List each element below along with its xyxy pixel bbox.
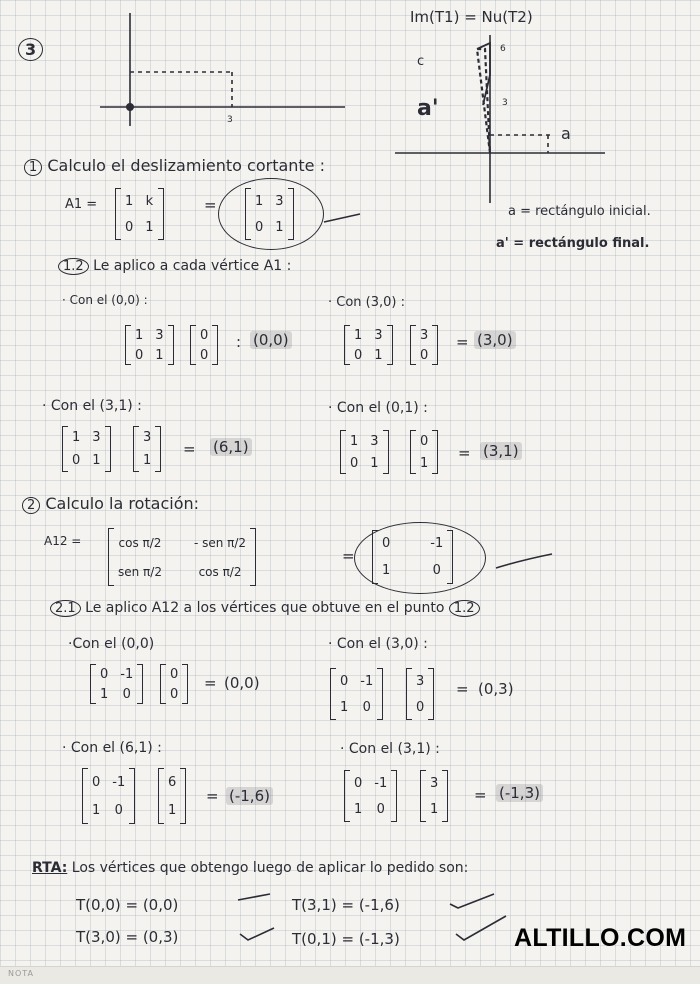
rotation-case-label: ·Con el (0,0) xyxy=(68,636,155,652)
answer-line: T(3,0) = (0,3) xyxy=(76,928,179,946)
rotation-case-label: · Con el (3,1) : xyxy=(340,741,440,757)
shear-case-result: (6,1) xyxy=(210,438,252,456)
rotation-case-eq: = xyxy=(204,674,217,692)
step2-heading: 2 Calculo la rotación: xyxy=(22,494,199,514)
problem-number: 3 xyxy=(18,38,43,61)
rotation-case-eq: = xyxy=(474,786,487,804)
shear-case-label: · Con el (3,1) : xyxy=(42,398,142,414)
shear-case-label: · Con el (0,1) : xyxy=(328,400,428,416)
equals-sign: = xyxy=(342,547,355,565)
shear-matrix-result: 1 3 0 1 xyxy=(245,188,294,240)
shear-case-label: · Con el (0,0) : xyxy=(62,293,148,307)
rotation-case-vector: 6 1 xyxy=(158,768,186,824)
shear-case-matrix: 1 3 0 1 xyxy=(344,325,393,365)
tick-6: 6 xyxy=(500,44,506,54)
equals-sign: = xyxy=(204,196,217,214)
rotation-case-label: · Con el (6,1) : xyxy=(62,740,162,756)
shear-matrix-label: A1 = xyxy=(65,197,98,212)
answer-line: T(0,1) = (-1,3) xyxy=(292,930,400,948)
legend-initial: a = rectángulo inicial. xyxy=(508,204,651,219)
label-a-prime: a' xyxy=(417,96,439,121)
shear-case-eq: = xyxy=(456,333,469,351)
shear-matrix-general: 1 k 0 1 xyxy=(115,188,164,240)
rotation-case-vector: 0 0 xyxy=(160,664,188,704)
page-footer: NOTA xyxy=(0,966,700,984)
legend-final: a' = rectángulo final. xyxy=(496,236,650,251)
rotation-case-result: (0,3) xyxy=(478,680,514,698)
step21-heading: 2.1 Le aplico A12 a los vértices que obtuve en el punto 1.2 xyxy=(50,600,480,617)
step1-heading: 1 Calculo el deslizamiento cortante : xyxy=(24,156,325,176)
shear-case-result: (3,1) xyxy=(480,442,522,460)
shear-case-matrix: 1 3 0 1 xyxy=(340,430,389,474)
check-mark xyxy=(452,912,508,944)
check-mark xyxy=(494,548,554,572)
rotation-case-matrix: 0 -1 1 0 xyxy=(330,668,383,720)
check-mark xyxy=(446,890,496,912)
shear-case-matrix: 1 3 0 1 xyxy=(62,426,111,472)
shear-case-vector: 0 0 xyxy=(190,325,218,365)
rotation-matrix-label: A12 = xyxy=(44,534,82,548)
shear-case-result: (0,0) xyxy=(250,331,292,349)
rotation-case-result: (0,0) xyxy=(224,674,260,692)
rotation-matrix-result: 0 -1 1 0 xyxy=(372,530,453,584)
shear-case-eq: : xyxy=(236,333,242,351)
initial-rectangle-graph xyxy=(95,8,350,128)
step12-heading: 1.2 Le aplico a cada vértice A1 : xyxy=(58,258,291,275)
left-graph-tick-3: 3 xyxy=(227,115,233,125)
answer-line: T(3,1) = (-1,6) xyxy=(292,896,400,914)
answer-heading: RTA: Los vértices que obtengo luego de aplicar lo pedido son: xyxy=(32,860,469,876)
shear-case-eq: = xyxy=(458,444,471,462)
rotation-case-label: · Con el (3,0) : xyxy=(328,636,428,652)
rotation-case-matrix: 0 -1 1 0 xyxy=(344,770,397,822)
shear-case-eq: = xyxy=(183,440,196,458)
watermark: ALTILLO.COM xyxy=(514,924,687,952)
answer-line: T(0,0) = (0,0) xyxy=(76,896,179,914)
rotation-case-vector: 3 0 xyxy=(406,668,434,720)
rotation-case-vector: 3 1 xyxy=(420,770,448,822)
rotation-case-eq: = xyxy=(206,787,219,805)
shear-case-vector: 3 1 xyxy=(133,426,161,472)
label-a: a xyxy=(561,124,571,143)
shear-case-label: · Con (3,0) : xyxy=(328,295,405,310)
tick-3: 3 xyxy=(502,98,508,108)
rotation-case-eq: = xyxy=(456,680,469,698)
rotation-matrix-general: cos π/2 - sen π/2 sen π/2 cos π/2 xyxy=(108,528,256,586)
check-mark xyxy=(322,210,362,226)
shear-case-vector: 3 0 xyxy=(410,325,438,365)
transformed-rectangle-graph xyxy=(395,35,610,205)
check-mark xyxy=(236,924,276,944)
label-c: c xyxy=(417,54,425,69)
rotation-case-result: (-1,3) xyxy=(496,784,543,802)
shear-case-matrix: 1 3 0 1 xyxy=(125,325,174,365)
check-mark xyxy=(236,890,272,906)
shear-case-vector: 0 1 xyxy=(410,430,438,474)
graph-title: Im(T1) = Nu(T2) xyxy=(410,8,533,26)
shear-case-result: (3,0) xyxy=(474,331,516,349)
rotation-case-result: (-1,6) xyxy=(226,787,273,805)
rotation-case-matrix: 0 -1 1 0 xyxy=(82,768,135,824)
rotation-case-matrix: 0 -1 1 0 xyxy=(90,664,143,704)
